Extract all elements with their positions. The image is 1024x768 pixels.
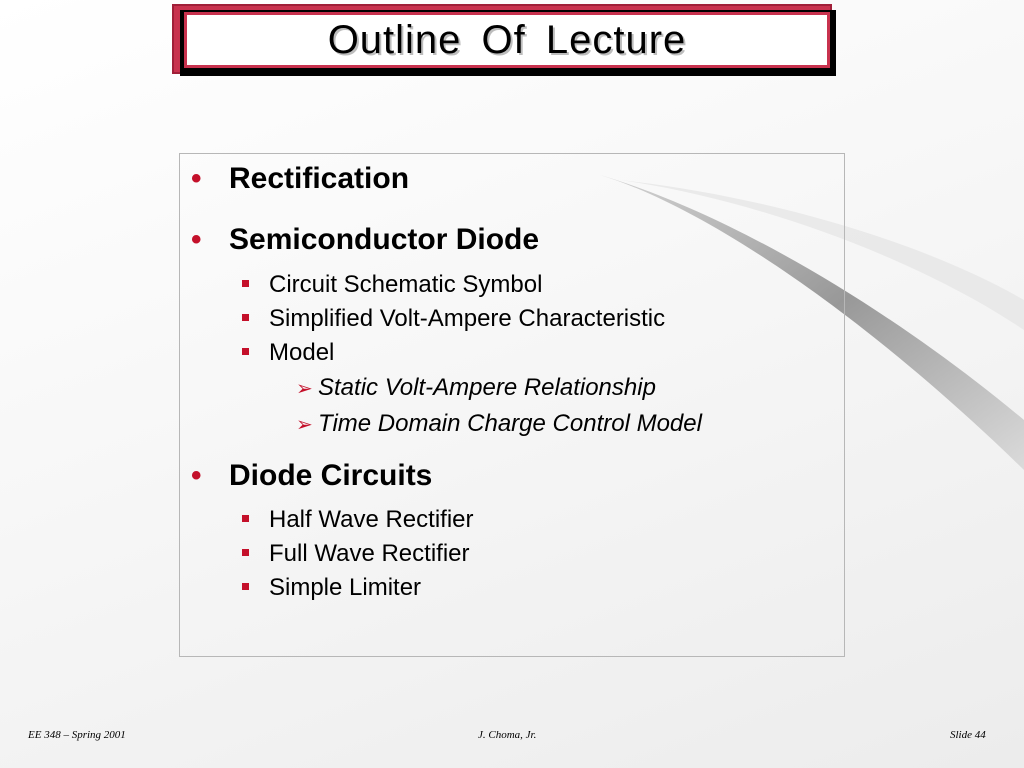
square-bullet-icon [242,280,249,287]
outline-subitem-label: Half Wave Rectifier [269,506,474,533]
outline-subitem-full-wave-rectifier [242,540,469,568]
square-bullet-icon [242,515,249,522]
square-bullet-icon [242,549,249,556]
round-bullet-icon: • [191,459,202,492]
round-bullet-icon: • [191,223,202,256]
title-frame [184,12,830,68]
arrowhead-bullet-icon: ➢ [296,414,313,436]
outline-subitem-label: Simple Limiter [269,574,422,601]
outline-subsubitem-static-relationship [296,374,656,402]
outline-subsubitem-charge-control-model [296,410,702,438]
outline-item-semiconductor-diode [191,223,539,257]
outline-subitem-label: Model [269,339,335,366]
outline-item-diode-circuits [191,459,432,493]
outline-subsubitem-label: Static Volt-Ampere Relationship [318,374,656,401]
outline-item-label: Rectification [229,162,410,195]
outline-subsubitem-label: Time Domain Charge Control Model [318,410,702,437]
footer-course: EE 348 – Spring 2001 [28,729,126,741]
outline-item-label: Semiconductor Diode [229,223,540,256]
outline-item-label: Diode Circuits [229,459,433,492]
arrowhead-bullet-icon: ➢ [296,378,313,400]
outline-subitem-half-wave-rectifier [242,506,474,534]
outline-subitem-circuit-schematic-symbol [242,271,542,299]
footer-author: J. Choma, Jr. [478,729,537,741]
outline-subitem-label: Circuit Schematic Symbol [269,271,543,298]
outline-item-rectification [191,162,409,196]
outline-subitem-volt-ampere-characteristic [242,305,665,333]
footer-slide-number: Slide 44 [950,729,986,741]
outline-subitem-simple-limiter [242,574,421,602]
square-bullet-icon [242,583,249,590]
outline-subitem-label: Full Wave Rectifier [269,540,470,567]
outline-subitem-model [242,339,334,367]
round-bullet-icon: • [191,162,202,195]
square-bullet-icon [242,348,249,355]
slide-title: Outline Of Lecture [327,17,687,62]
square-bullet-icon [242,314,249,321]
outline-subitem-label: Simplified Volt-Ampere Characteristic [269,305,666,332]
